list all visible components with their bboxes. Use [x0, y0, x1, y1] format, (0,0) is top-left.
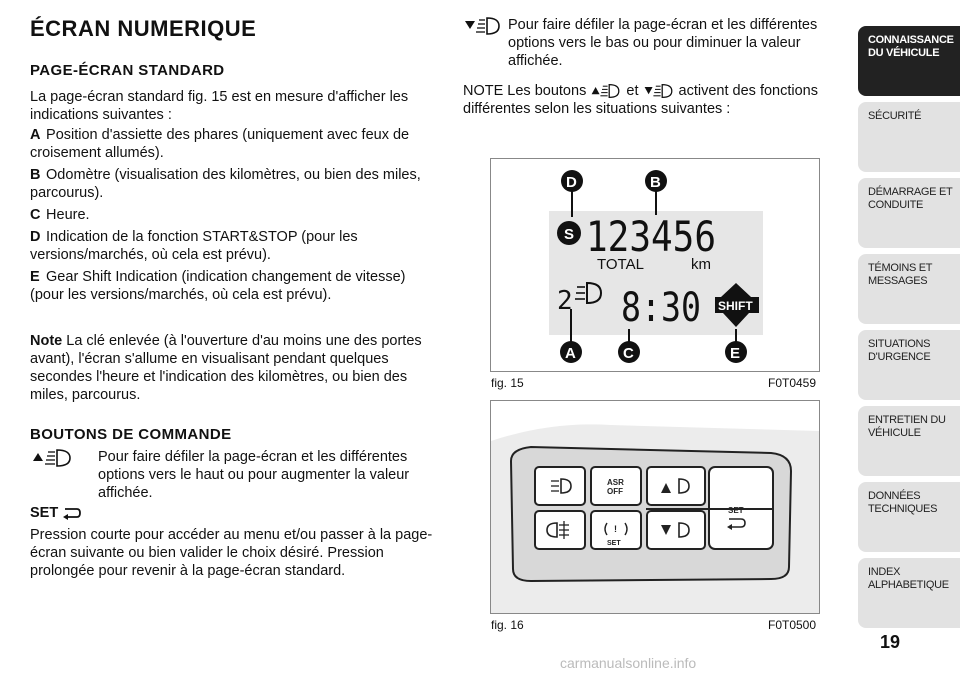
- fig15-code: F0T0459: [768, 376, 817, 390]
- tab-urgence[interactable]: SITUATIONS D'URGENCE: [858, 330, 960, 400]
- watermark: carmanualsonline.info: [560, 655, 697, 671]
- callout-d: [561, 170, 583, 192]
- set-button-description: Pression courte pour accéder au menu et/ou passer à la page-écran suivante ou bien valider le choix désiré. Pression prolongée pour revenir à la page-écran standard.: [30, 527, 433, 579]
- callout-c: [618, 341, 640, 363]
- odometer-value: 123456: [586, 212, 716, 261]
- tab-securite[interactable]: SÉCURITÉ: [858, 102, 960, 172]
- fig15-caption: fig. 15: [491, 376, 524, 390]
- down-button-description: Pour faire défiler la page-écran et les différentes options vers le bas ou pour diminuer la valeur affichée.: [508, 17, 818, 69]
- list-item-c: C Heure.: [30, 207, 90, 223]
- up-button: [647, 467, 705, 505]
- svg-text:S: S: [564, 226, 575, 243]
- svg-text:E: E: [730, 345, 741, 362]
- callout-e: [725, 341, 747, 363]
- svg-text:!: !: [614, 524, 617, 534]
- list-item-e: E Gear Shift Indication (indication changement de vitesse) (pour les versions/marchés, où cela est prévu).: [30, 269, 406, 303]
- unit-label: km: [691, 256, 711, 273]
- list-item-d: D Indication de la fonction START&STOP (pour les versions/marchés, où cela est prévu).: [30, 229, 358, 263]
- callout-b: [645, 170, 667, 192]
- note-buttons: NOTE Les boutons et activent des fonctions différentes selon les situations suivantes :: [463, 83, 818, 117]
- set-return-icon: [62, 506, 82, 520]
- section-intro: La page-écran standard fig. 15 est en mesure d'afficher les indications suivantes :: [30, 89, 409, 123]
- set-label: SET: [30, 504, 82, 522]
- section-heading-buttons: BOUTONS DE COMMANDE: [30, 426, 232, 443]
- page-number: 19: [880, 632, 901, 652]
- tab-temoins[interactable]: TÉMOINS ET MESSAGES: [858, 254, 960, 324]
- tab-entretien[interactable]: ENTRETIEN DU VÉHICULE: [858, 406, 960, 476]
- svg-text:SHIFT: SHIFT: [718, 299, 753, 313]
- svg-text:OFF: OFF: [607, 487, 623, 496]
- up-headlight-inline-icon: [590, 83, 622, 99]
- down-button: [647, 511, 705, 549]
- tab-connaissance[interactable]: CONNAISSANCE DU VÉHICULE: [858, 26, 960, 96]
- svg-text:A: A: [565, 345, 576, 362]
- tab-demarrage[interactable]: DÉMARRAGE ET CONDUITE: [858, 178, 960, 248]
- down-headlight-icon: [463, 16, 503, 36]
- figure-15: [490, 158, 820, 372]
- clock-value: 8:30: [621, 285, 701, 331]
- fig16-code: F0T0500: [768, 618, 817, 632]
- page-title: ÉCRAN NUMERIQUE: [30, 16, 257, 41]
- list-item-a: A Position d'assiette des phares (uniquement avec feux de croisement allumés).: [30, 127, 410, 161]
- figure-16: [490, 400, 820, 614]
- svg-text:SET: SET: [728, 506, 744, 515]
- down-headlight-inline-icon: [643, 83, 675, 99]
- total-label: TOTAL: [597, 256, 644, 273]
- section-heading-standard: PAGE-ÉCRAN STANDARD: [30, 62, 225, 79]
- up-button-description: Pour faire défiler la page-écran et les différentes options vers le haut ou pour augmenter la valeur affichée.: [98, 449, 410, 501]
- tab-index[interactable]: INDEX ALPHABETIQUE: [858, 558, 960, 628]
- tab-donnees[interactable]: DONNÉES TECHNIQUES: [858, 482, 960, 552]
- fig16-caption: fig. 16: [491, 618, 524, 632]
- list-item-b: B Odomètre (visualisation des kilomètres, ou bien des miles, parcourus).: [30, 167, 421, 201]
- callout-a: [560, 341, 582, 363]
- control-panel-illustration: [491, 401, 819, 613]
- svg-text:C: C: [623, 345, 634, 362]
- svg-text:SET: SET: [607, 540, 621, 547]
- up-headlight-icon: [30, 448, 80, 468]
- svg-text:D: D: [566, 174, 577, 191]
- asr-label: ASR: [607, 478, 624, 487]
- headlight-level: 2: [557, 286, 573, 316]
- svg-text:B: B: [650, 174, 661, 191]
- front-fog-button: [535, 467, 585, 505]
- display-illustration: [491, 159, 819, 371]
- note-paragraph: Note La clé enlevée (à l'ouverture d'au moins une des portes avant), l'écran s'allume en visualisant pendant quelques secondes l'heure et l'indication des kilomètres, ou bien des miles, parcourus.: [30, 333, 422, 403]
